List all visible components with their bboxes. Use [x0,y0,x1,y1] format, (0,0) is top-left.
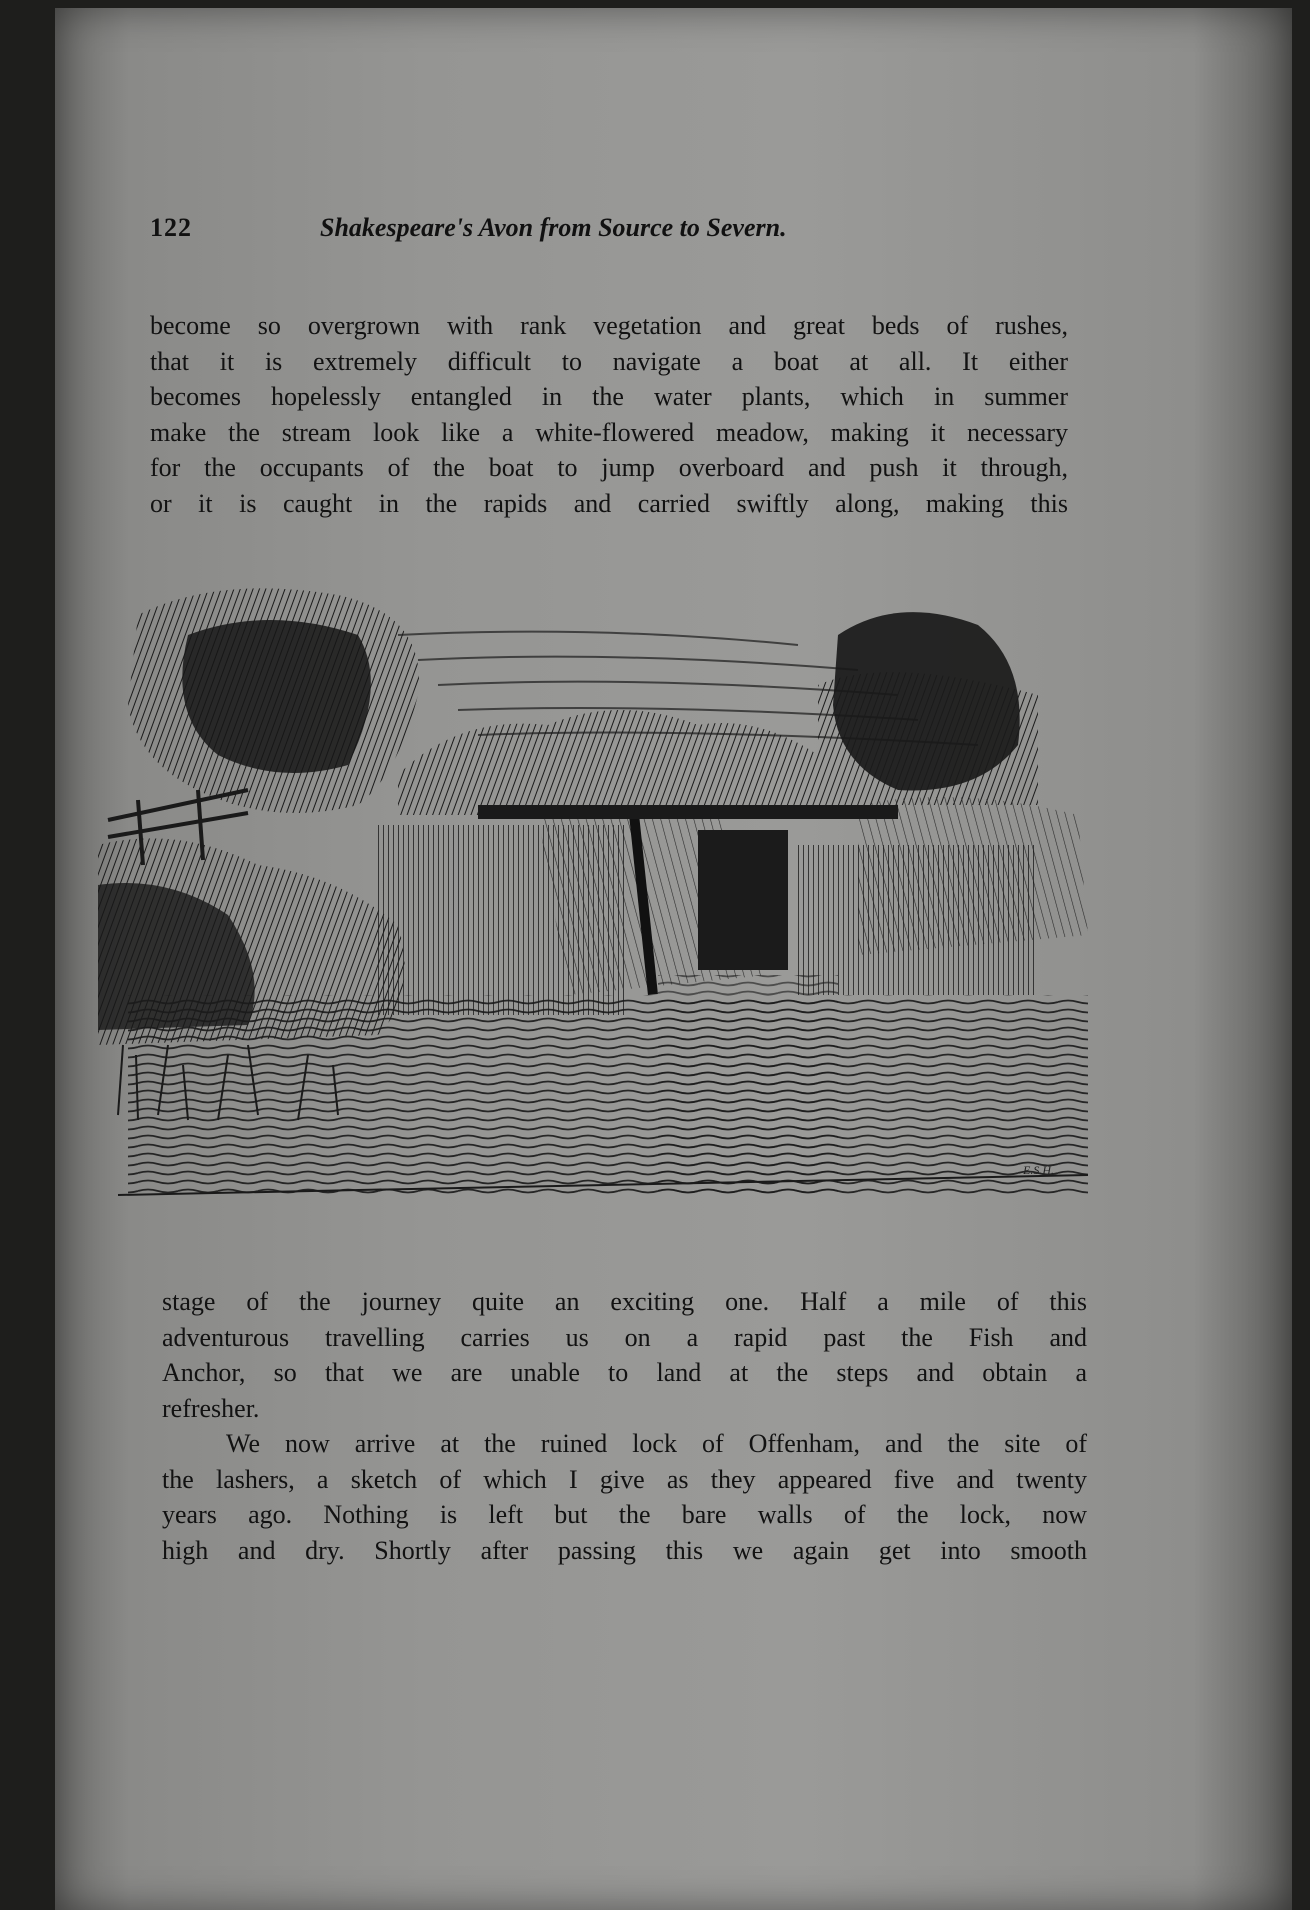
lock-engraving-image [98,575,1103,1235]
text-line: years ago. Nothing is left but the bare walls of the lock, now [162,1500,1087,1529]
text-line: Anchor, so that we are unable to land at the steps and obtain a [162,1358,1087,1387]
paragraph-top [150,308,1068,521]
text-line: for the occupants of the boat to jump overboard and push it through, [150,453,1068,482]
text-line: that it is extremely difficult to navigate a boat at all. It either [150,346,1068,376]
text-line: the lashers, a sketch of which I give as they appeared five and twenty [162,1464,1087,1494]
page-number: 122 [150,213,192,242]
text-line: high and dry. Shortly after passing this we again get into smooth [162,1535,1087,1565]
text-line: adventurous travelling carries us on a rapid past the Fish and [162,1322,1087,1352]
text-line: stage of the journey quite an exciting one. Half a mile of this [162,1287,1087,1316]
paragraph-bottom [162,1284,1087,1568]
lock-illustration [98,575,1103,1235]
text-line: refresher. [162,1393,260,1423]
artist-monogram: E.S.H. [1023,1163,1054,1177]
running-title: Shakespeare's Avon from Source to Severn. [320,213,787,242]
text-line: become so overgrown with rank vegetation and great beds of rushes, [150,311,1068,340]
page-header [150,207,950,247]
text-line: becomes hopelessly entangled in the water plants, which in summer [150,382,1068,411]
text-line: or it is caught in the rapids and carried swiftly along, making this [150,488,1068,518]
text-line: We now arrive at the ruined lock of Offenham, and the site of [226,1429,1087,1458]
text-line: make the stream look like a white-flowered meadow, making it necessary [150,417,1068,447]
